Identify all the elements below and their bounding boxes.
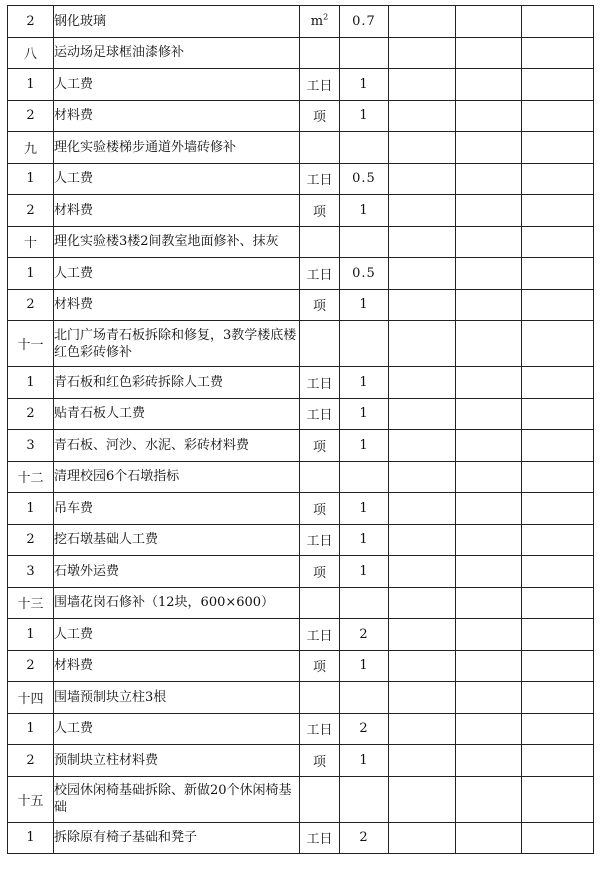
- item-name: 青石板和红色彩砖拆除人工费: [54, 367, 300, 399]
- empty-cell: [456, 321, 522, 367]
- table-row: [8, 163, 594, 195]
- row-number: 2: [8, 100, 54, 132]
- empty-cell: [456, 556, 522, 588]
- empty-cell: [456, 713, 522, 745]
- item-unit: [300, 682, 340, 714]
- unit-text: 项: [312, 565, 326, 581]
- item-unit: [300, 493, 340, 525]
- item-name: 人工费: [54, 258, 300, 290]
- item-unit: [300, 650, 340, 682]
- item-name: 预制块立柱材料费: [54, 745, 300, 777]
- item-unit: [300, 822, 340, 854]
- empty-cell: [522, 258, 594, 290]
- table-row: [8, 493, 594, 525]
- empty-cell: [522, 493, 594, 525]
- empty-cell: [456, 430, 522, 462]
- item-name: 材料费: [54, 650, 300, 682]
- table-row: [8, 461, 594, 493]
- empty-cell: [522, 822, 594, 854]
- empty-cell: [522, 461, 594, 493]
- empty-cell: [456, 132, 522, 164]
- item-quantity: 1: [340, 100, 389, 132]
- empty-cell: [522, 556, 594, 588]
- unit-text: 工日: [306, 534, 333, 550]
- empty-cell: [456, 776, 522, 822]
- item-unit: [300, 132, 340, 164]
- item-unit: [300, 258, 340, 290]
- row-number: 十二: [8, 461, 54, 493]
- empty-cell: [522, 524, 594, 556]
- item-unit: [300, 398, 340, 430]
- row-number: 1: [8, 713, 54, 745]
- row-number: 2: [8, 524, 54, 556]
- item-quantity: 2: [340, 619, 389, 651]
- empty-cell: [522, 226, 594, 258]
- item-quantity: [340, 226, 389, 258]
- row-number: 十三: [8, 587, 54, 619]
- item-name: 北门广场青石板拆除和修复，3教学楼底楼红色彩砖修补: [54, 321, 300, 367]
- row-number: 1: [8, 69, 54, 101]
- table-row: [8, 6, 594, 38]
- row-number: 十一: [8, 321, 54, 367]
- table-row: [8, 69, 594, 101]
- empty-cell: [522, 100, 594, 132]
- empty-cell: [389, 132, 456, 164]
- empty-cell: [389, 367, 456, 399]
- item-unit: [300, 776, 340, 822]
- empty-cell: [522, 619, 594, 651]
- item-quantity: [340, 776, 389, 822]
- unit-text: 工日: [306, 628, 333, 644]
- table-row: [8, 587, 594, 619]
- empty-cell: [456, 367, 522, 399]
- empty-cell: [522, 367, 594, 399]
- empty-cell: [522, 682, 594, 714]
- item-unit: [300, 6, 340, 38]
- empty-cell: [389, 258, 456, 290]
- quantity-table: [7, 5, 594, 854]
- unit-text: 工日: [306, 408, 333, 424]
- table-body: [8, 6, 594, 854]
- empty-cell: [389, 398, 456, 430]
- empty-cell: [389, 289, 456, 321]
- empty-cell: [389, 745, 456, 777]
- empty-cell: [456, 493, 522, 525]
- empty-cell: [389, 321, 456, 367]
- item-unit: [300, 289, 340, 321]
- item-name: 钢化玻璃: [54, 6, 300, 38]
- table-row: [8, 37, 594, 69]
- empty-cell: [456, 461, 522, 493]
- item-quantity: 1: [340, 367, 389, 399]
- row-number: 3: [8, 556, 54, 588]
- item-quantity: 0.5: [340, 258, 389, 290]
- item-name: 吊车费: [54, 493, 300, 525]
- empty-cell: [456, 289, 522, 321]
- unit-text: 工日: [306, 78, 333, 94]
- item-unit: [300, 619, 340, 651]
- empty-cell: [456, 587, 522, 619]
- item-quantity: 2: [340, 713, 389, 745]
- item-quantity: 1: [340, 195, 389, 227]
- table-row: [8, 682, 594, 714]
- empty-cell: [456, 69, 522, 101]
- item-name: 青石板、河沙、水泥、彩砖材料费: [54, 430, 300, 462]
- item-unit: [300, 163, 340, 195]
- empty-cell: [456, 100, 522, 132]
- empty-cell: [522, 776, 594, 822]
- empty-cell: [456, 6, 522, 38]
- table-row: [8, 367, 594, 399]
- row-number: 1: [8, 258, 54, 290]
- empty-cell: [389, 822, 456, 854]
- item-quantity: 1: [340, 556, 389, 588]
- empty-cell: [389, 682, 456, 714]
- unit-text: 工日: [306, 267, 333, 283]
- table-row: [8, 258, 594, 290]
- row-number: 2: [8, 745, 54, 777]
- item-name: 拆除原有椅子基础和凳子: [54, 822, 300, 854]
- empty-cell: [389, 650, 456, 682]
- empty-cell: [456, 195, 522, 227]
- item-quantity: 1: [340, 289, 389, 321]
- row-number: 2: [8, 650, 54, 682]
- item-unit: [300, 524, 340, 556]
- empty-cell: [389, 493, 456, 525]
- empty-cell: [522, 289, 594, 321]
- item-unit: [300, 556, 340, 588]
- row-number: 3: [8, 430, 54, 462]
- table-row: [8, 132, 594, 164]
- unit-text: 工日: [306, 173, 333, 189]
- item-quantity: [340, 461, 389, 493]
- item-name: 运动场足球框油漆修补: [54, 37, 300, 69]
- item-name: 理化实验楼梯步通道外墙砖修补: [54, 132, 300, 164]
- item-unit: [300, 37, 340, 69]
- empty-cell: [522, 321, 594, 367]
- unit-text: 项: [312, 754, 326, 770]
- row-number: 1: [8, 367, 54, 399]
- table-row: [8, 745, 594, 777]
- item-unit: [300, 226, 340, 258]
- item-unit: [300, 367, 340, 399]
- item-unit: [300, 69, 340, 101]
- row-number: 十: [8, 226, 54, 258]
- table-row: [8, 226, 594, 258]
- unit-text: 项: [312, 204, 326, 220]
- empty-cell: [522, 713, 594, 745]
- item-quantity: [340, 321, 389, 367]
- empty-cell: [389, 226, 456, 258]
- empty-cell: [389, 163, 456, 195]
- empty-cell: [456, 619, 522, 651]
- empty-cell: [456, 398, 522, 430]
- empty-cell: [522, 587, 594, 619]
- item-quantity: [340, 132, 389, 164]
- table-row: [8, 430, 594, 462]
- table-row: [8, 321, 594, 367]
- item-unit: [300, 587, 340, 619]
- item-quantity: 1: [340, 69, 389, 101]
- empty-cell: [456, 524, 522, 556]
- empty-cell: [389, 524, 456, 556]
- row-number: 九: [8, 132, 54, 164]
- table-row: [8, 556, 594, 588]
- item-name: 人工费: [54, 163, 300, 195]
- empty-cell: [456, 682, 522, 714]
- item-name: 人工费: [54, 713, 300, 745]
- unit-text: 工日: [306, 832, 333, 848]
- row-number: 2: [8, 6, 54, 38]
- item-quantity: [340, 587, 389, 619]
- unit-text: 工日: [306, 723, 333, 739]
- item-name: 材料费: [54, 100, 300, 132]
- row-number: 八: [8, 37, 54, 69]
- empty-cell: [522, 430, 594, 462]
- table-row: [8, 195, 594, 227]
- item-name: 校园休闲椅基础拆除、新做20个休闲椅基础: [54, 776, 300, 822]
- item-unit: [300, 745, 340, 777]
- item-quantity: 1: [340, 745, 389, 777]
- item-quantity: 0.7: [340, 6, 389, 38]
- item-quantity: [340, 682, 389, 714]
- empty-cell: [389, 587, 456, 619]
- item-name: 清理校园6个石墩指标: [54, 461, 300, 493]
- unit-text: 项: [312, 110, 326, 126]
- item-unit: [300, 195, 340, 227]
- empty-cell: [389, 556, 456, 588]
- item-name: 贴青石板人工费: [54, 398, 300, 430]
- item-unit: [300, 321, 340, 367]
- item-name: 人工费: [54, 619, 300, 651]
- table-row: [8, 524, 594, 556]
- empty-cell: [522, 132, 594, 164]
- empty-cell: [522, 37, 594, 69]
- empty-cell: [522, 6, 594, 38]
- empty-cell: [456, 258, 522, 290]
- unit-text: 项: [312, 299, 326, 315]
- empty-cell: [389, 100, 456, 132]
- empty-cell: [456, 745, 522, 777]
- item-quantity: 1: [340, 398, 389, 430]
- item-name: 材料费: [54, 289, 300, 321]
- item-quantity: 1: [340, 430, 389, 462]
- row-number: 十五: [8, 776, 54, 822]
- table-row: [8, 289, 594, 321]
- row-number: 2: [8, 195, 54, 227]
- item-name: 人工费: [54, 69, 300, 101]
- unit-text: 项: [312, 502, 326, 518]
- unit-text: 项: [312, 660, 326, 676]
- row-number: 十四: [8, 682, 54, 714]
- empty-cell: [389, 776, 456, 822]
- item-unit: [300, 461, 340, 493]
- row-number: 1: [8, 822, 54, 854]
- empty-cell: [456, 163, 522, 195]
- row-number: 1: [8, 493, 54, 525]
- table-row: [8, 619, 594, 651]
- item-unit: [300, 430, 340, 462]
- table-row: [8, 822, 594, 854]
- empty-cell: [522, 650, 594, 682]
- empty-cell: [522, 745, 594, 777]
- unit-text: 工日: [306, 376, 333, 392]
- row-number: 2: [8, 398, 54, 430]
- item-quantity: 1: [340, 493, 389, 525]
- table-row: [8, 776, 594, 822]
- empty-cell: [522, 398, 594, 430]
- table-row: [8, 713, 594, 745]
- empty-cell: [456, 226, 522, 258]
- empty-cell: [389, 6, 456, 38]
- empty-cell: [389, 619, 456, 651]
- item-quantity: 1: [340, 650, 389, 682]
- table-row: [8, 398, 594, 430]
- empty-cell: [522, 69, 594, 101]
- empty-cell: [389, 713, 456, 745]
- row-number: 1: [8, 619, 54, 651]
- table-row: [8, 100, 594, 132]
- unit-superscript: 2: [323, 12, 329, 22]
- empty-cell: [389, 195, 456, 227]
- empty-cell: [389, 430, 456, 462]
- empty-cell: [456, 650, 522, 682]
- item-quantity: [340, 37, 389, 69]
- item-name: 围墙花岗石修补（12块，600×600）: [54, 587, 300, 619]
- item-name: 材料费: [54, 195, 300, 227]
- empty-cell: [389, 461, 456, 493]
- item-quantity: 2: [340, 822, 389, 854]
- item-name: 石墩外运费: [54, 556, 300, 588]
- item-unit: [300, 100, 340, 132]
- empty-cell: [456, 37, 522, 69]
- empty-cell: [389, 37, 456, 69]
- row-number: 2: [8, 289, 54, 321]
- item-name: 挖石墩基础人工费: [54, 524, 300, 556]
- row-number: 1: [8, 163, 54, 195]
- item-unit: [300, 713, 340, 745]
- unit-text: m: [310, 13, 324, 29]
- item-quantity: 1: [340, 524, 389, 556]
- empty-cell: [522, 195, 594, 227]
- table-row: [8, 650, 594, 682]
- empty-cell: [456, 822, 522, 854]
- empty-cell: [522, 163, 594, 195]
- item-quantity: 0.5: [340, 163, 389, 195]
- empty-cell: [389, 69, 456, 101]
- item-name: 围墙预制块立柱3根: [54, 682, 300, 714]
- unit-text: 项: [312, 439, 326, 455]
- item-name: 理化实验楼3楼2间教室地面修补、抹灰: [54, 226, 300, 258]
